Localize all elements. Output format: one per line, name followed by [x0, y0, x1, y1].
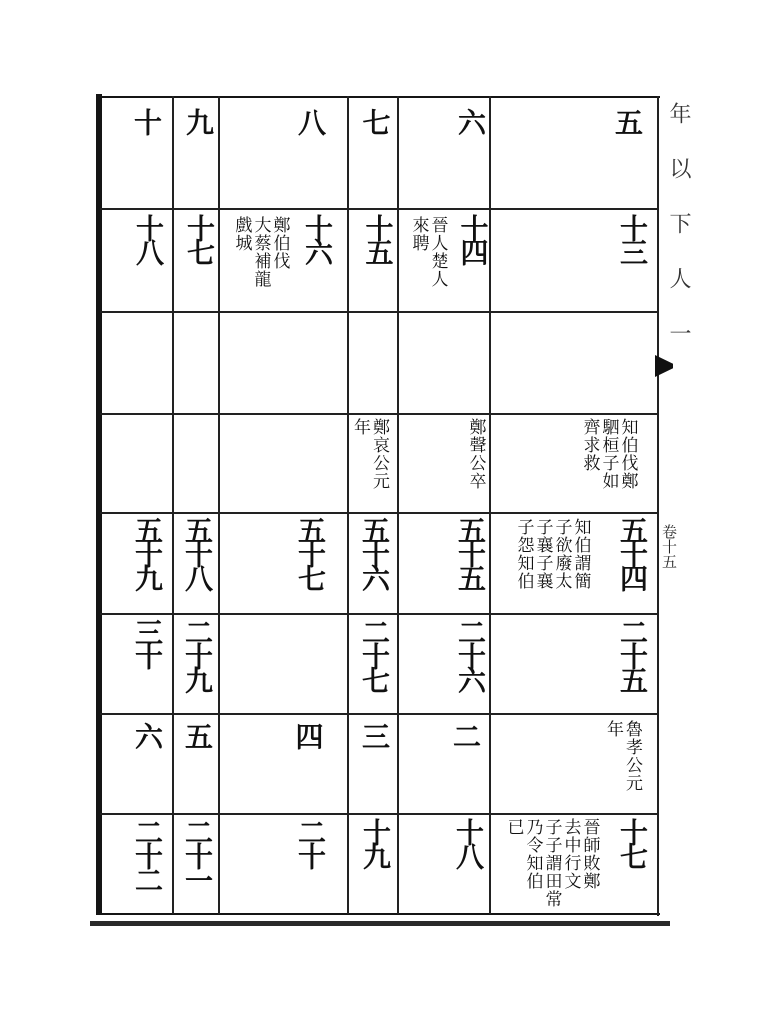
year-number: 十三 — [616, 214, 649, 262]
year-number: 十八 — [452, 818, 485, 866]
left-border-rule — [96, 94, 102, 914]
table-cell — [612, 214, 652, 262]
table-cell — [126, 618, 168, 666]
event-note: 鄭哀公元 年 — [350, 418, 389, 490]
year-number: 十八 — [132, 214, 165, 262]
table-note — [590, 720, 654, 792]
column-divider — [347, 96, 349, 914]
table-cell — [178, 618, 216, 690]
table-note — [492, 818, 610, 908]
year-number: 二十 — [294, 818, 327, 866]
table-cell — [352, 108, 397, 132]
bottom-heavy-rule — [90, 921, 670, 926]
table-note — [340, 418, 398, 490]
table-cell — [612, 618, 652, 690]
table-cell — [124, 108, 168, 132]
table-cell — [448, 818, 488, 866]
top-border-rule — [100, 96, 660, 98]
table-cell — [452, 618, 488, 690]
year-number: 五 — [181, 722, 214, 746]
table-cell — [597, 108, 657, 132]
table-cell — [285, 722, 330, 746]
year-number: 六 — [131, 722, 164, 746]
table-cell — [126, 516, 168, 588]
year-number: 九 — [182, 108, 215, 132]
page-gutter — [657, 96, 767, 916]
row-divider — [100, 613, 658, 615]
table-cell — [126, 722, 168, 746]
year-number: 十五 — [361, 214, 395, 262]
table-note — [494, 518, 609, 590]
table-cell — [356, 516, 392, 588]
table-cell — [440, 108, 500, 132]
bottom-border-rule — [96, 913, 660, 915]
table-cell — [290, 516, 330, 588]
year-number: 五十八 — [181, 516, 214, 588]
table-note — [224, 216, 296, 288]
event-note: 鄭聲公卒 — [465, 418, 486, 490]
year-number: 四 — [291, 722, 325, 746]
table-cell — [455, 214, 490, 262]
column-divider — [218, 96, 220, 914]
year-number: 十七 — [616, 818, 649, 866]
year-number: 三 — [358, 722, 391, 746]
year-number: 十 — [130, 108, 163, 132]
event-note: 晉師敗鄭 去中行文 子子謂田常 乃令知伯 已 — [503, 818, 600, 908]
year-number: 五 — [611, 108, 644, 132]
year-number: 七 — [358, 108, 392, 132]
year-number: 二 — [449, 722, 482, 746]
year-number: 十七 — [183, 214, 216, 262]
event-note: 知伯伐鄭 駟桓子如 齊求救 — [579, 418, 638, 490]
year-number: 二十五 — [616, 618, 649, 690]
table-cell — [612, 516, 652, 588]
year-number: 五十五 — [454, 516, 487, 588]
row-divider — [100, 413, 658, 415]
event-note: 知伯謂簡 子欲廢太 子襄子襄 子怨知伯 — [513, 518, 591, 590]
year-number: 二十七 — [358, 618, 391, 690]
row-divider — [100, 813, 658, 815]
year-number: 二十一 — [181, 818, 214, 890]
table-cell — [452, 516, 488, 588]
table-cell — [356, 618, 392, 690]
year-number: 二十九 — [181, 618, 214, 690]
table-cell — [178, 722, 216, 746]
year-number: 十四 — [456, 214, 490, 262]
table-cell — [178, 108, 218, 132]
row-divider — [100, 713, 658, 715]
table-cell — [445, 722, 485, 746]
event-note: 晉人楚人 來聘 — [408, 216, 448, 288]
event-note: 鄭伯伐 大蔡補龍 戲城 — [231, 216, 290, 288]
table-cell — [280, 108, 340, 132]
volume-label: 卷十五 — [660, 524, 678, 569]
year-number: 六 — [454, 108, 487, 132]
year-number: 五十七 — [294, 516, 327, 588]
column-divider — [397, 96, 399, 914]
table-cell — [360, 214, 395, 262]
year-number: 二十六 — [454, 618, 487, 690]
table-note — [562, 418, 654, 490]
table-cell — [354, 722, 394, 746]
row-divider — [100, 208, 658, 210]
year-number: 三十 — [131, 618, 164, 666]
empty-row — [100, 313, 656, 411]
table-cell — [356, 818, 394, 866]
table-cell — [180, 214, 218, 262]
year-number: 五十四 — [616, 516, 649, 588]
table-cell — [126, 818, 168, 890]
table-cell — [178, 516, 216, 588]
table-note — [455, 418, 495, 490]
table-cell — [297, 214, 337, 262]
row-divider — [100, 512, 658, 514]
column-divider — [172, 96, 174, 914]
year-number: 八 — [294, 108, 327, 132]
year-number: 十九 — [359, 818, 392, 866]
table-cell — [612, 818, 652, 866]
event-note: 魯孝公元 年 — [603, 720, 642, 792]
year-number: 二十二 — [131, 818, 164, 890]
year-number: 五十九 — [131, 516, 164, 588]
year-number: 五十六 — [358, 516, 391, 588]
table-cell — [178, 818, 216, 890]
table-note — [400, 216, 455, 288]
table-cell — [290, 818, 330, 866]
table-cell — [128, 214, 168, 262]
margin-fragments: 年 以 下 人 一 — [666, 102, 691, 348]
year-number: 十六 — [301, 214, 334, 262]
